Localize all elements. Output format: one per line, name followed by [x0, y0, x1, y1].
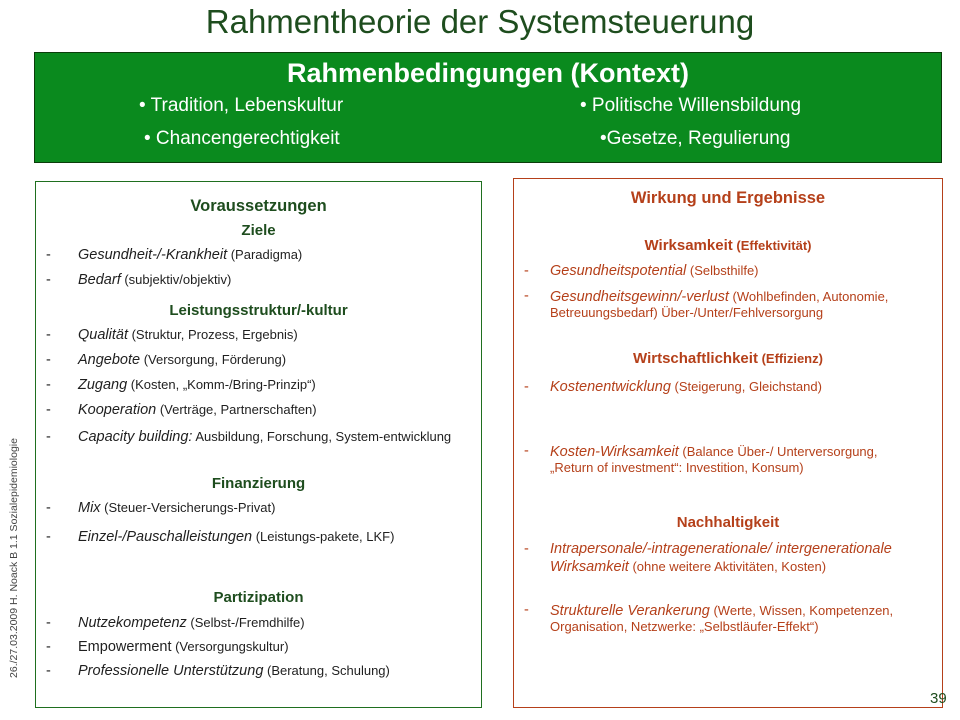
- section-title: Nachhaltigkeit: [676, 514, 780, 531]
- section-title: Leistungsstruktur/-kultur: [169, 302, 348, 319]
- context-item: •Gesetze, Regulierung: [600, 128, 791, 149]
- section-title: Ziele: [241, 222, 276, 239]
- context-box: [34, 52, 942, 163]
- section-title: Finanzierung: [211, 475, 306, 492]
- section-title: Wirtschaftlichkeit (Effizienz): [633, 350, 823, 367]
- context-item: • Politische Willensbildung: [580, 95, 802, 116]
- prerequisites-heading: Voraussetzungen: [190, 197, 327, 215]
- context-item: • Tradition, Lebenskultur: [139, 95, 344, 116]
- slide-title: Rahmentheorie der Systemsteuerung: [205, 3, 755, 40]
- sidebar-footer: [3, 400, 27, 716]
- prerequisites-box: Voraussetzungen Ziele - Gesundheit-/-Krankheit (Paradigma) - Bedarf (subjektiv/objektiv) Leistungsstruktur/-kultur - Qualität (Struktur, Prozess, Ergebnis) - Angebote (Versorgung, Förderung) - Zugang (Kosten, „Komm-/Bring-Prinzip“) - Kooperation (Verträge, Partnerschaften) - Capacity building: Ausbildung, Forschung, System-entwicklung Finanzierung - Mix (Steuer-Versicherungs-Privat) - Einzel-/Pauschalleistungen (Leistungs-pakete, LKF) Partizipation - Nutzekompetenz (Selbst-/Fremdhilfe) - Empowerment (Versorgungskultur) - Professionelle Unterstützung (Beratung, Schulung): [35, 181, 482, 708]
- section-title: Partizipation: [213, 589, 304, 606]
- page-number: 39: [930, 690, 947, 707]
- results-box: Wirkung und Ergebnisse Wirksamkeit (Effektivität) - Gesundheitspotential (Selbsthilfe) - Gesundheitsgewinn/-verlust (Wohlbefinden, Autonomie, Betreuungsbedarf) Über-/Unter/Fehlversorgung Wirtschaftlichkeit (Effizienz) - Kostenentwicklung (Steigerung, Gleichstand) - Kosten-Wirksamkeit (Balance Über-/ Unterversorgung, „Return of investment“: Investition, Konsum) Nachhaltigkeit - Intrapersonale/-intragenerationale/ intergenerationale Wirksamkeit (ohne weitere Aktivitäten, Kosten) - Strukturelle Verankerung (Werte, Wissen, Kompetenzen, Organisation, Netzwerke: „Selbstläufer-Effekt“): [513, 178, 943, 708]
- context-item: • Chancengerechtigkeit: [144, 128, 340, 149]
- context-heading: Rahmenbedingungen (Kontext): [287, 58, 689, 88]
- sidebar-text: 26./27.03.2009 H. Noack B 1.1 Sozialepidemiologie: [8, 438, 20, 678]
- section-title: Wirksamkeit (Effektivität): [644, 237, 812, 254]
- results-heading: Wirkung und Ergebnisse: [630, 189, 826, 207]
